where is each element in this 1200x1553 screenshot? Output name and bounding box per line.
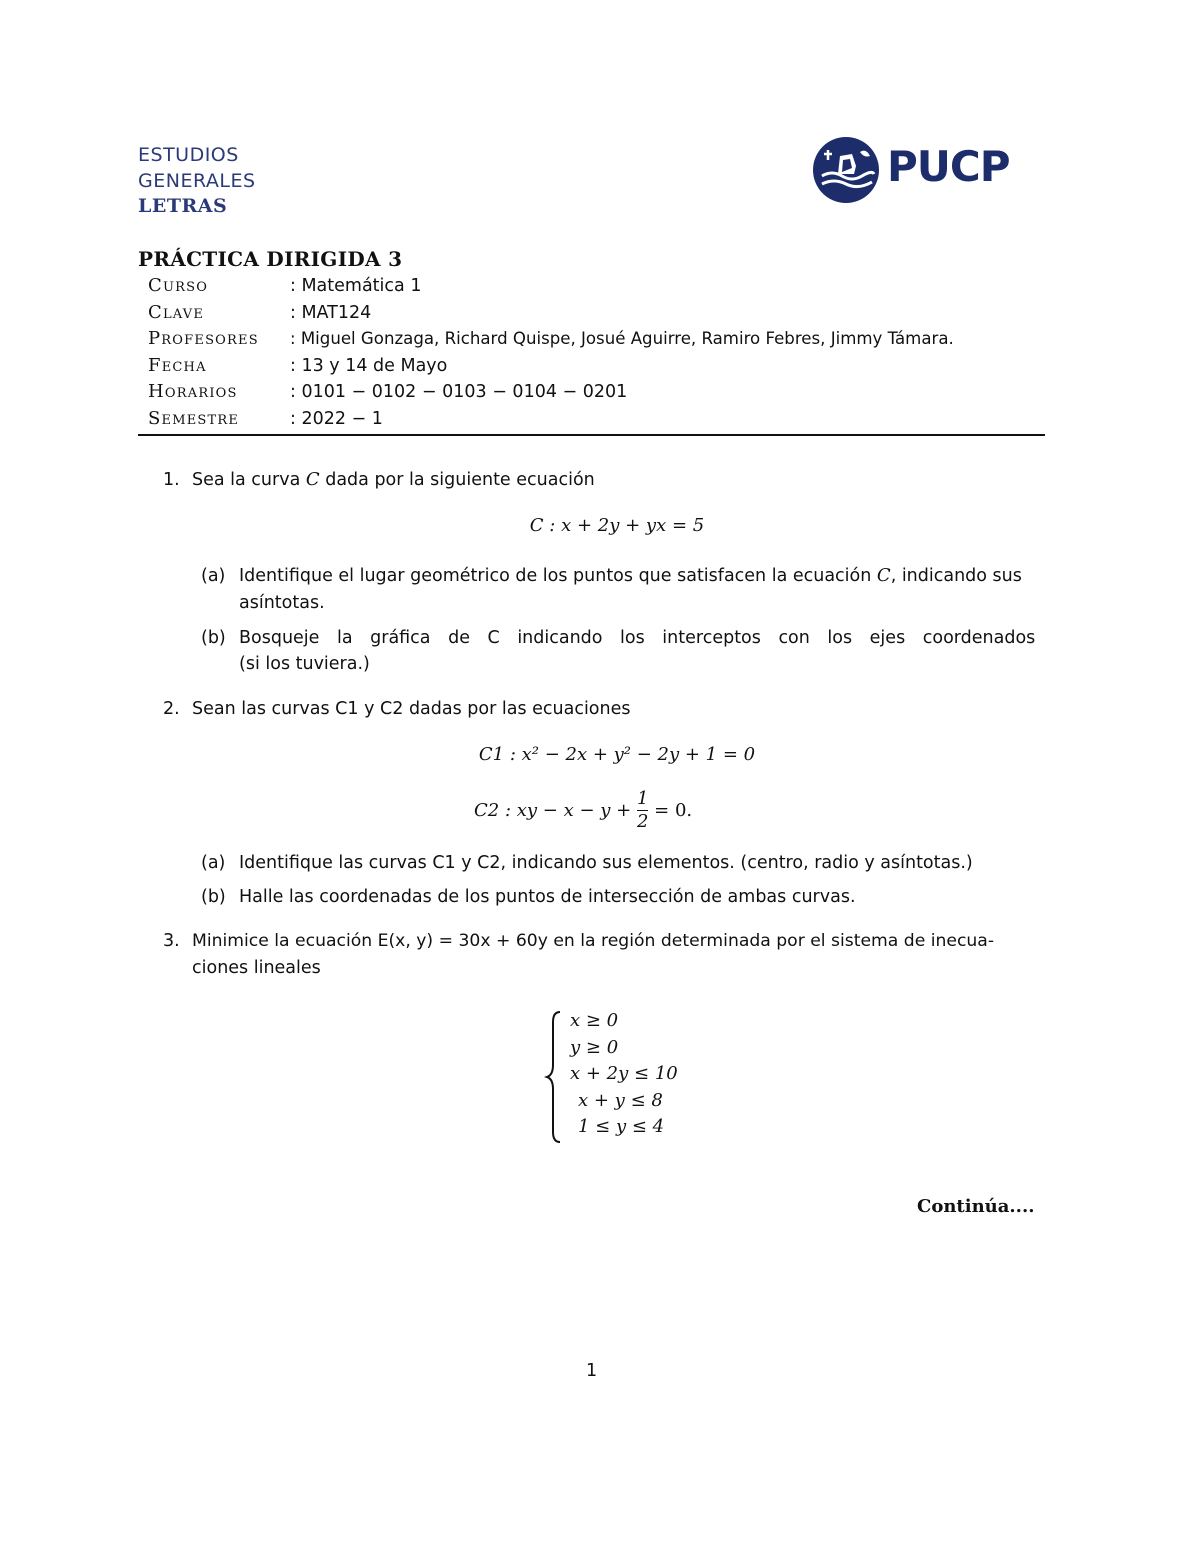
page-number: 1 (586, 1361, 598, 1381)
problem-2-equation-2 (474, 788, 692, 833)
problem-1a-text-2: , indicando sus (890, 566, 1022, 586)
problem-2b-label: (b) (201, 887, 226, 907)
problem-1a-text-3: asíntotas. (239, 593, 325, 613)
meta-key: Semestre (148, 407, 240, 429)
meta-key: Horarios (148, 381, 238, 403)
inequality-line: x + 2y ≤ 10 (570, 1063, 678, 1084)
fraction-denominator: 2 (636, 811, 649, 832)
meta-row-fecha (148, 353, 1048, 380)
problem-2-intro: Sean las curvas C1 y C2 dadas por las ecuaciones (192, 699, 631, 719)
meta-key: Curso (148, 275, 209, 296)
meta-value: : 0101 − 0102 − 0103 − 0104 − 0201 (290, 382, 628, 403)
problem-1a-label: (a) (201, 566, 226, 586)
problem-3-line2: ciones lineales (192, 958, 321, 978)
curve-symbol: C (305, 469, 320, 490)
meta-row-curso (148, 273, 1048, 300)
dept-line-generales: GENERALES (138, 170, 256, 192)
problem-1-intro-b: dada por la siguiente ecuación (319, 470, 595, 490)
pucp-logo-text: PUCP (887, 142, 1010, 191)
header-rule (138, 434, 1045, 436)
fraction-one-half (637, 788, 648, 833)
problem-2-equation-1: C1 : x² − 2x + y² − 2y + 1 = 0 (478, 744, 756, 765)
problem-3-line1: Minimice la ecuación E(x, y) = 30x + 60y en la región determinada por el sistema de inecua- (192, 931, 995, 951)
fraction-numerator: 1 (636, 788, 649, 809)
continues-label: Continúa.... (917, 1196, 1035, 1217)
curve-symbol: C (876, 565, 891, 586)
problem-1b-line1: Bosqueje la gráfica de C indicando los interceptos con los ejes coordenados (239, 628, 1036, 648)
inequality-system (570, 1010, 678, 1143)
inequality-line: y ≥ 0 (570, 1036, 619, 1058)
problem-1-equation: C : x + 2y + yx = 5 (529, 515, 705, 536)
meta-row-horarios (148, 379, 1048, 406)
meta-key: Fecha (148, 354, 207, 376)
problem-1-intro (192, 467, 595, 493)
inequality-line: x + y ≤ 8 (578, 1089, 663, 1111)
meta-value: : 2022 − 1 (290, 408, 383, 429)
inequality-line: x ≥ 0 (570, 1010, 619, 1031)
problem-1a-text-1: Identifique el lugar geométrico de los puntos que satisfacen la ecuación (239, 566, 877, 586)
problem-2b-text: Halle las coordenadas de los puntos de intersección de ambas curvas. (239, 887, 856, 907)
meta-value: : Miguel Gonzaga, Richard Quispe, Josué Aguirre, Ramiro Febres, Jimmy Támara. (290, 329, 954, 349)
meta-row-semestre (148, 406, 1048, 433)
problem-2a-text: Identifique las curvas C1 y C2, indicando sus elementos. (centro, radio y asíntotas.) (239, 853, 973, 873)
meta-value: : Matemática 1 (290, 276, 422, 296)
eq2-right: = 0. (654, 800, 693, 821)
meta-key: Clave (148, 301, 205, 323)
dept-line-estudios: ESTUDIOS (138, 144, 239, 166)
dept-line-letras: LETRAS (138, 195, 228, 217)
problem-1b-line2: (si los tuviera.) (239, 654, 370, 674)
meta-value: : 13 y 14 de Mayo (290, 355, 448, 376)
inequality-line: 1 ≤ y ≤ 4 (578, 1116, 665, 1137)
pucp-seal-icon (812, 136, 882, 204)
eq2-left: C2 : xy − x − y + (474, 800, 632, 821)
meta-row-clave (148, 300, 1048, 327)
page-title: PRÁCTICA DIRIGIDA 3 (138, 247, 403, 271)
problem-1-intro-a: Sea la curva (192, 470, 306, 490)
meta-key: Profesores (148, 328, 259, 350)
meta-row-profesores (148, 326, 1048, 353)
problem-2a-label: (a) (201, 853, 226, 873)
left-brace-icon (544, 1010, 564, 1144)
problem-1a-text (239, 563, 1022, 589)
problem-3-number: 3. (163, 931, 180, 951)
meta-value: : MAT124 (290, 302, 372, 323)
problem-1-number: 1. (163, 470, 180, 490)
problem-2-number: 2. (163, 699, 180, 719)
meta-table (148, 273, 1048, 433)
problem-1b-label: (b) (201, 628, 226, 648)
